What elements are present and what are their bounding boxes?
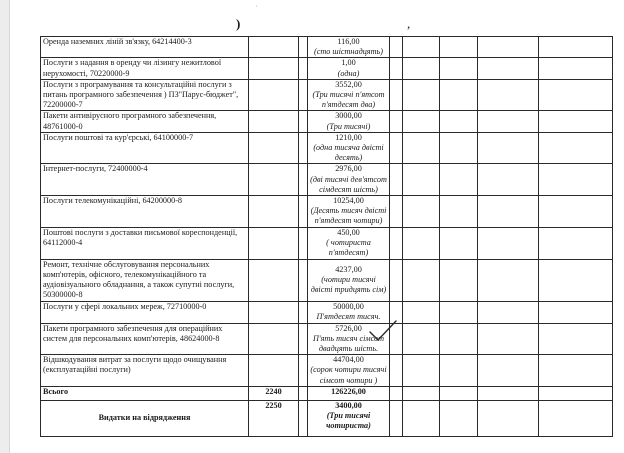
empty-cell [403,228,440,260]
empty-cell [539,323,613,355]
expenditure-table [40,36,613,437]
row-amount: 450,00 [337,228,360,238]
row-amount-cell [308,111,390,132]
travel-amount-cell [308,400,390,436]
row-amount-cell [308,355,390,387]
row-code [249,132,299,164]
empty-cell [478,228,539,260]
empty-cell [478,111,539,132]
empty-cell [440,79,478,111]
row-amount: 10254,00 [333,196,364,206]
empty-cell [390,400,403,436]
row-description: Пакети програмного забезпечення для операційних систем для персональних комп'ютерів, 48624000-8 [41,323,249,355]
row-amount-words: ( чотириста п'ятдесят) [326,238,371,258]
row-amount: 44704,00 [333,355,364,365]
empty-cell [440,196,478,228]
empty-cell [539,228,613,260]
row-amount-words: (сто шістнадцять) [314,47,383,57]
empty-cell [403,111,440,132]
row-amount-cell [308,79,390,111]
scanned-page-edge [0,0,10,453]
empty-cell [539,259,613,301]
row-amount: 1210,00 [335,132,362,142]
empty-cell [478,355,539,387]
empty-cell [478,58,539,79]
table-row [41,79,613,111]
row-amount-words: П'ятдесят тисяч. [316,311,381,321]
row-description: Ремонт, технічне обслуговування персональних комп'ютерів, офісного, телекомунікаційного та аудіовізуального обладнання, а також супутні послуги, 50300000-8 [41,259,249,301]
empty-cell [390,259,403,301]
total-amount-cell [308,386,390,400]
empty-cell [440,386,478,400]
empty-cell [539,37,613,58]
row-amount-cell [308,132,390,164]
row-amount-words: (дві тисячі дев'ятсот сімдесят шість) [310,174,387,194]
handwritten-mark: , [407,16,411,31]
row-code [249,301,299,323]
row-description: Пакети антивірусного програмного забезпечення, 48761000-0 [41,111,249,132]
row-description: Оренда наземних ліній зв'язку, 64214400-3 [41,37,249,58]
row-amount: 116,00 [337,37,360,46]
row-amount: 1,00 [341,58,356,68]
empty-cell [390,132,403,164]
travel-amount: 3400,00 [335,400,362,410]
empty-cell [539,132,613,164]
row-amount: 50000,00 [333,301,364,311]
table-row [41,228,613,260]
empty-cell [440,228,478,260]
table-row [41,37,613,58]
empty-cell [539,400,613,436]
table-row [41,301,613,323]
empty-cell [478,79,539,111]
total-code: 2240 [249,386,299,400]
empty-cell [478,37,539,58]
row-description: Послуги телекомунікаційні, 64200000-8 [41,196,249,228]
empty-cell [539,164,613,196]
empty-cell [403,58,440,79]
empty-cell [440,400,478,436]
row-code [249,58,299,79]
empty-cell [299,196,308,228]
empty-cell [539,386,613,400]
empty-cell [403,323,440,355]
empty-cell [440,164,478,196]
table-row [41,259,613,301]
empty-cell [299,58,308,79]
empty-cell [299,386,308,400]
table-row [41,132,613,164]
scan-artifact: · [255,2,258,11]
row-description: Послуги з програмування та консультаційні послуги з питань програмного забезпечення ) ПЗ"Парус-бюджет", 72200000-7 [41,79,249,111]
empty-cell [390,228,403,260]
empty-cell [403,301,440,323]
empty-cell [478,323,539,355]
empty-cell [299,164,308,196]
row-amount-cell [308,164,390,196]
row-amount-words: (Десять тисяч двісті п'ятдесят чотири) [310,206,387,226]
empty-cell [390,386,403,400]
row-code [249,164,299,196]
row-description: Послуги у сфері локальних мереж, 72710000-0 [41,301,249,323]
empty-cell [403,196,440,228]
row-amount-cell [308,58,390,79]
row-description: Інтернет-послуги, 72400000-4 [41,164,249,196]
empty-cell [299,355,308,387]
empty-cell [403,259,440,301]
empty-cell [299,301,308,323]
empty-cell [539,58,613,79]
empty-cell [440,301,478,323]
empty-cell [299,37,308,58]
row-amount-cell [308,196,390,228]
travel-label: Видатки на відрядження [41,400,249,436]
row-amount-words: (сорок чотири тисячі сімсот чотири ) [310,365,387,385]
empty-cell [478,164,539,196]
empty-cell [478,301,539,323]
row-amount: 3000,00 [335,111,362,121]
empty-cell [539,355,613,387]
row-amount-words: (чотири тисячі двісті тридцять сім) [310,275,387,295]
empty-cell [403,386,440,400]
row-description: Послуги з надання в оренду чи лізингу нежитлової нерухомості, 70220000-9 [41,58,249,79]
empty-cell [299,400,308,436]
row-amount-cell [308,37,390,58]
empty-cell [403,79,440,111]
row-code [249,355,299,387]
empty-cell [440,58,478,79]
empty-cell [299,79,308,111]
table-row [41,355,613,387]
empty-cell [539,196,613,228]
table-row [41,58,613,79]
empty-cell [299,323,308,355]
empty-cell [440,37,478,58]
empty-cell [440,323,478,355]
empty-cell [390,111,403,132]
empty-cell [440,259,478,301]
empty-cell [478,386,539,400]
empty-cell [299,111,308,132]
empty-cell [478,196,539,228]
travel-code: 2250 [249,400,299,436]
empty-cell [440,355,478,387]
row-amount: 3552,00 [335,79,362,89]
row-amount: 2976,00 [335,164,362,174]
empty-cell [478,259,539,301]
row-code [249,111,299,132]
empty-cell [403,164,440,196]
row-amount-words: П'ять тисяч сімсот двадцять шість. [312,333,385,354]
empty-cell [478,132,539,164]
empty-cell [403,400,440,436]
table-row [41,111,613,132]
row-code [249,196,299,228]
row-amount-words: (Три тисячі п'ятсот п'ятдесят два) [312,90,385,110]
row-code [249,79,299,111]
total-amount: 126226,00 [331,386,366,396]
empty-cell [440,132,478,164]
empty-cell [390,58,403,79]
row-amount-words: (Три тисячі) [326,121,371,131]
empty-cell [390,355,403,387]
row-code [249,37,299,58]
empty-cell [403,355,440,387]
row-description: Поштові послуги з доставки письмової кореспонденції, 64112000-4 [41,228,249,260]
empty-cell [390,79,403,111]
row-amount-words: (одна) [337,68,360,78]
row-amount: 4237,00 [335,264,362,274]
empty-cell [299,228,308,260]
row-code [249,259,299,301]
handwritten-mark: ) [236,16,241,31]
row-code [249,228,299,260]
table-row [41,323,613,355]
empty-cell [539,301,613,323]
travel-expenses-row [41,400,613,436]
row-description: Послуги поштові та кур'єрські, 64100000-7 [41,132,249,164]
row-amount-words: (одна тисяча двісті десять) [313,143,384,163]
empty-cell [440,111,478,132]
empty-cell [478,400,539,436]
row-code [249,323,299,355]
handwritten-checkmark-icon [368,318,398,344]
table-row [41,164,613,196]
row-amount-cell [308,228,390,260]
total-label: Всього [41,386,249,400]
empty-cell [403,37,440,58]
empty-cell [390,37,403,58]
total-row [41,386,613,400]
travel-amount-words: (Три тисячі чотириста) [326,411,371,431]
table-row [41,196,613,228]
row-amount-cell [308,259,390,301]
empty-cell [390,196,403,228]
row-amount: 5726,00 [335,323,362,333]
empty-cell [403,132,440,164]
row-description: Відшкодування витрат за послуги щодо очищування (експлуатаційні послуги) [41,355,249,387]
empty-cell [390,164,403,196]
empty-cell [539,111,613,132]
empty-cell [299,259,308,301]
empty-cell [299,132,308,164]
empty-cell [539,79,613,111]
